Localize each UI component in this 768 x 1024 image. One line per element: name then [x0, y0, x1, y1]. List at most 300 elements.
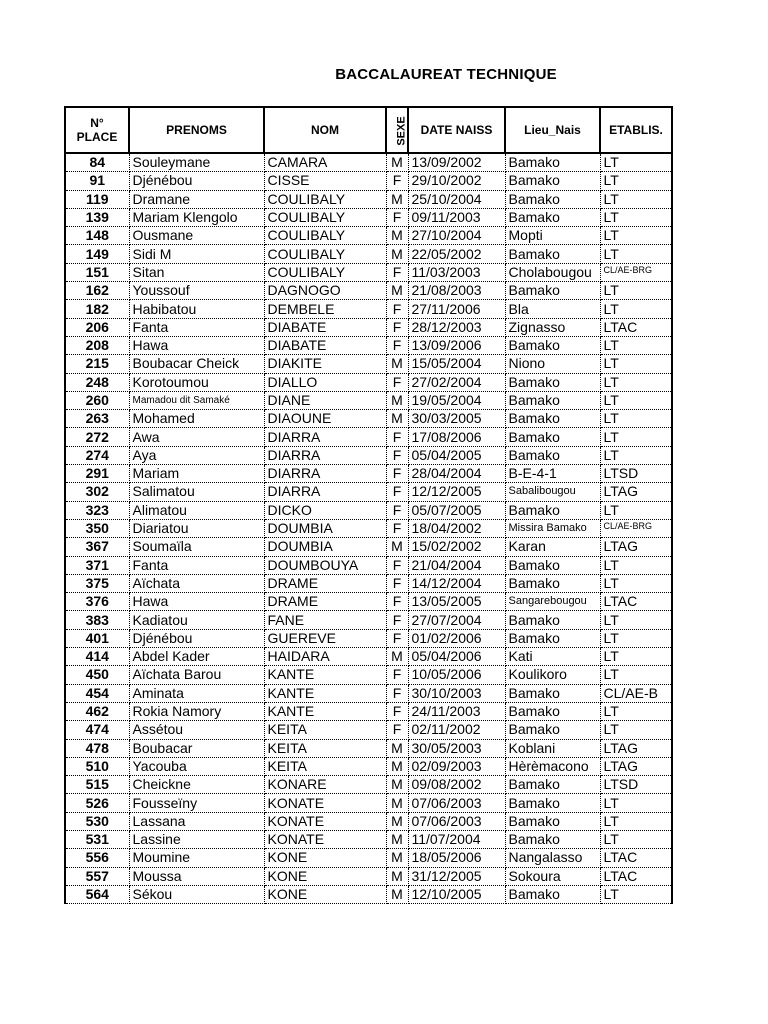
place-cell: 208: [65, 336, 129, 354]
place-cell: 510: [65, 757, 129, 775]
table-row: [65, 501, 672, 519]
etab-cell: LTSD: [600, 776, 672, 794]
lieu-cell: Koulikoro: [505, 666, 600, 684]
prenom-cell: Aminata: [129, 684, 264, 702]
place-cell: 272: [65, 428, 129, 446]
lieu-cell: Bamako: [505, 245, 600, 263]
sexe-cell: F: [386, 428, 408, 446]
table-row: [65, 483, 672, 501]
date-cell: 11/03/2003: [408, 263, 505, 281]
place-cell: 557: [65, 867, 129, 885]
date-cell: 24/11/2003: [408, 702, 505, 720]
sexe-cell: M: [386, 391, 408, 409]
sexe-cell: M: [386, 355, 408, 373]
lieu-cell: Bamako: [505, 208, 600, 226]
date-cell: 22/05/2002: [408, 245, 505, 263]
date-cell: 30/03/2005: [408, 410, 505, 428]
prenom-cell: Sidi M: [129, 245, 264, 263]
etab-cell: LTAC: [600, 849, 672, 867]
lieu-cell: Bamako: [505, 172, 600, 190]
table-row: [65, 318, 672, 336]
sexe-cell: M: [386, 867, 408, 885]
sexe-cell: F: [386, 483, 408, 501]
prenom-cell: Kadiatou: [129, 611, 264, 629]
date-cell: 28/04/2004: [408, 465, 505, 483]
nom-cell: DICKO: [264, 501, 386, 519]
sexe-cell: F: [386, 263, 408, 281]
table-row: [65, 153, 672, 172]
date-cell: 05/07/2005: [408, 501, 505, 519]
place-cell: 376: [65, 593, 129, 611]
etab-cell: LT: [600, 208, 672, 226]
table-row: [65, 574, 672, 592]
table-row: [65, 227, 672, 245]
nom-cell: KEITA: [264, 757, 386, 775]
nom-cell: DOUMBIA: [264, 519, 386, 537]
table-row: [65, 391, 672, 409]
date-cell: 28/12/2003: [408, 318, 505, 336]
sexe-cell: M: [386, 538, 408, 556]
date-cell: 09/11/2003: [408, 208, 505, 226]
prenom-cell: Ousmane: [129, 227, 264, 245]
sexe-cell: M: [386, 849, 408, 867]
sexe-cell: M: [386, 648, 408, 666]
lieu-cell: Bamako: [505, 684, 600, 702]
place-cell: 450: [65, 666, 129, 684]
etab-cell: CL/AE-B: [600, 684, 672, 702]
sexe-cell: M: [386, 190, 408, 208]
sexe-cell: F: [386, 172, 408, 190]
etab-cell: LT: [600, 574, 672, 592]
place-cell: 323: [65, 501, 129, 519]
prenom-cell: Lassine: [129, 830, 264, 848]
etab-cell: LT: [600, 721, 672, 739]
lieu-cell: Kati: [505, 648, 600, 666]
sexe-cell: M: [386, 739, 408, 757]
table-row: [65, 666, 672, 684]
place-cell: 151: [65, 263, 129, 281]
sexe-cell: F: [386, 702, 408, 720]
table-row: [65, 465, 672, 483]
date-cell: 21/04/2004: [408, 556, 505, 574]
place-cell: 139: [65, 208, 129, 226]
etab-cell: LT: [600, 410, 672, 428]
table-row: [65, 611, 672, 629]
lieu-cell: B-E-4-1: [505, 465, 600, 483]
lieu-cell: Bamako: [505, 812, 600, 830]
etab-cell: LTAG: [600, 538, 672, 556]
prenom-cell: Mamadou dit Samaké: [129, 391, 264, 409]
date-cell: 14/12/2004: [408, 574, 505, 592]
sexe-cell: F: [386, 721, 408, 739]
etab-cell: LT: [600, 153, 672, 172]
date-cell: 10/05/2006: [408, 666, 505, 684]
sexe-cell: M: [386, 410, 408, 428]
place-cell: 84: [65, 153, 129, 172]
header-place-label: PLACE: [76, 130, 118, 144]
table-row: [65, 208, 672, 226]
sexe-cell: M: [386, 757, 408, 775]
prenom-cell: Dramane: [129, 190, 264, 208]
table-row: [65, 300, 672, 318]
prenom-cell: Mariam Klengolo: [129, 208, 264, 226]
prenom-cell: Fanta: [129, 556, 264, 574]
table-row: [65, 849, 672, 867]
nom-cell: DIAOUNE: [264, 410, 386, 428]
date-cell: 07/06/2003: [408, 794, 505, 812]
nom-cell: DRAME: [264, 574, 386, 592]
sexe-cell: M: [386, 776, 408, 794]
etab-cell: LT: [600, 355, 672, 373]
prenom-cell: Fousseïny: [129, 794, 264, 812]
lieu-cell: Hèrèmacono: [505, 757, 600, 775]
nom-cell: FANE: [264, 611, 386, 629]
date-cell: 27/11/2006: [408, 300, 505, 318]
lieu-cell: Bamako: [505, 629, 600, 647]
etab-cell: LT: [600, 666, 672, 684]
header-row: [65, 107, 672, 153]
etab-cell: LT: [600, 428, 672, 446]
lieu-cell: Bamako: [505, 282, 600, 300]
nom-cell: DIANE: [264, 391, 386, 409]
place-cell: 564: [65, 885, 129, 903]
sexe-cell: F: [386, 208, 408, 226]
table-row: [65, 757, 672, 775]
table-row: [65, 830, 672, 848]
sexe-cell: M: [386, 245, 408, 263]
place-cell: 350: [65, 519, 129, 537]
place-cell: 182: [65, 300, 129, 318]
etab-cell: LT: [600, 282, 672, 300]
table-row: [65, 556, 672, 574]
table-row: [65, 245, 672, 263]
place-cell: 248: [65, 373, 129, 391]
prenom-cell: Lassana: [129, 812, 264, 830]
sexe-cell: M: [386, 830, 408, 848]
lieu-cell: Bamako: [505, 702, 600, 720]
nom-cell: KEITA: [264, 721, 386, 739]
etab-cell: LT: [600, 300, 672, 318]
nom-cell: COULIBALY: [264, 263, 386, 281]
place-cell: 148: [65, 227, 129, 245]
etab-cell: LT: [600, 812, 672, 830]
prenom-cell: Boubacar: [129, 739, 264, 757]
sexe-cell: F: [386, 318, 408, 336]
prenom-cell: Soumaïla: [129, 538, 264, 556]
date-cell: 18/04/2002: [408, 519, 505, 537]
nom-cell: DIARRA: [264, 483, 386, 501]
prenom-cell: Sékou: [129, 885, 264, 903]
date-cell: 09/08/2002: [408, 776, 505, 794]
nom-cell: COULIBALY: [264, 190, 386, 208]
etab-cell: LT: [600, 629, 672, 647]
date-cell: 27/07/2004: [408, 611, 505, 629]
lieu-cell: Bamako: [505, 556, 600, 574]
date-cell: 31/12/2005: [408, 867, 505, 885]
sexe-cell: F: [386, 446, 408, 464]
prenom-cell: Sitan: [129, 263, 264, 281]
nom-cell: CISSE: [264, 172, 386, 190]
table-row: [65, 446, 672, 464]
place-cell: 531: [65, 830, 129, 848]
prenom-cell: Yacouba: [129, 757, 264, 775]
prenom-cell: Korotoumou: [129, 373, 264, 391]
table-row: [65, 336, 672, 354]
sexe-cell: F: [386, 501, 408, 519]
date-cell: 07/06/2003: [408, 812, 505, 830]
nom-cell: DRAME: [264, 593, 386, 611]
nom-cell: DIABATE: [264, 336, 386, 354]
nom-cell: DAGNOGO: [264, 282, 386, 300]
date-cell: 19/05/2004: [408, 391, 505, 409]
etab-cell: LTAC: [600, 593, 672, 611]
date-cell: 13/09/2006: [408, 336, 505, 354]
date-cell: 05/04/2006: [408, 648, 505, 666]
place-cell: 515: [65, 776, 129, 794]
etab-cell: LTAG: [600, 757, 672, 775]
etab-cell: LTAC: [600, 318, 672, 336]
table-row: [65, 355, 672, 373]
nom-cell: KONE: [264, 885, 386, 903]
prenom-cell: Hawa: [129, 336, 264, 354]
date-cell: 30/10/2003: [408, 684, 505, 702]
place-cell: 462: [65, 702, 129, 720]
prenom-cell: Rokia Namory: [129, 702, 264, 720]
prenom-cell: Hawa: [129, 593, 264, 611]
etab-cell: LT: [600, 830, 672, 848]
nom-cell: GUEREVE: [264, 629, 386, 647]
nom-cell: DIARRA: [264, 465, 386, 483]
lieu-cell: Bamako: [505, 776, 600, 794]
table-row: [65, 190, 672, 208]
place-cell: 474: [65, 721, 129, 739]
etab-cell: LT: [600, 556, 672, 574]
header-nom: NOM: [264, 107, 386, 153]
lieu-cell: Bamako: [505, 373, 600, 391]
place-cell: 454: [65, 684, 129, 702]
place-cell: 383: [65, 611, 129, 629]
prenom-cell: Mohamed: [129, 410, 264, 428]
header-sexe: [386, 107, 408, 153]
lieu-cell: Bamako: [505, 446, 600, 464]
sexe-cell: M: [386, 812, 408, 830]
lieu-cell: Bamako: [505, 391, 600, 409]
place-cell: 401: [65, 629, 129, 647]
place-cell: 291: [65, 465, 129, 483]
lieu-cell: Bamako: [505, 830, 600, 848]
place-cell: 149: [65, 245, 129, 263]
date-cell: 15/02/2002: [408, 538, 505, 556]
lieu-cell: Bamako: [505, 721, 600, 739]
place-cell: 274: [65, 446, 129, 464]
table-row: [65, 776, 672, 794]
prenom-cell: Djénébou: [129, 629, 264, 647]
place-cell: 302: [65, 483, 129, 501]
nom-cell: COULIBALY: [264, 245, 386, 263]
lieu-cell: Bamako: [505, 501, 600, 519]
nom-cell: KANTE: [264, 666, 386, 684]
place-cell: 371: [65, 556, 129, 574]
prenom-cell: Mariam: [129, 465, 264, 483]
etab-cell: LTAG: [600, 739, 672, 757]
sexe-cell: M: [386, 153, 408, 172]
prenom-cell: Boubacar Cheick: [129, 355, 264, 373]
prenom-cell: Abdel Kader: [129, 648, 264, 666]
date-cell: 13/09/2002: [408, 153, 505, 172]
etab-cell: LT: [600, 648, 672, 666]
lieu-cell: Sokoura: [505, 867, 600, 885]
etab-cell: LTAG: [600, 483, 672, 501]
etab-cell: LT: [600, 227, 672, 245]
table-row: [65, 263, 672, 281]
etab-cell: LT: [600, 885, 672, 903]
table-row: [65, 373, 672, 391]
etab-cell: LT: [600, 446, 672, 464]
sexe-cell: F: [386, 684, 408, 702]
header-place: [65, 107, 129, 153]
table-row: [65, 410, 672, 428]
table-row: [65, 721, 672, 739]
lieu-cell: Zignasso: [505, 318, 600, 336]
place-cell: 91: [65, 172, 129, 190]
place-cell: 414: [65, 648, 129, 666]
sexe-cell: M: [386, 227, 408, 245]
lieu-cell: Bla: [505, 300, 600, 318]
date-cell: 30/05/2003: [408, 739, 505, 757]
date-cell: 12/12/2005: [408, 483, 505, 501]
table-row: [65, 282, 672, 300]
table-row: [65, 867, 672, 885]
nom-cell: KANTE: [264, 702, 386, 720]
sexe-cell: F: [386, 465, 408, 483]
header-sexe-label: SEXE: [395, 116, 408, 146]
etab-cell: LT: [600, 611, 672, 629]
place-cell: 478: [65, 739, 129, 757]
nom-cell: DEMBELE: [264, 300, 386, 318]
lieu-cell: Sangarebougou: [505, 593, 600, 611]
nom-cell: DIARRA: [264, 446, 386, 464]
lieu-cell: Koblani: [505, 739, 600, 757]
etab-cell: LT: [600, 172, 672, 190]
sexe-cell: F: [386, 666, 408, 684]
nom-cell: DOUMBOUYA: [264, 556, 386, 574]
lieu-cell: Bamako: [505, 153, 600, 172]
prenom-cell: Assétou: [129, 721, 264, 739]
header-etab: ETABLIS.: [600, 107, 672, 153]
table-row: [65, 629, 672, 647]
lieu-cell: Bamako: [505, 611, 600, 629]
header-prenoms: PRENOMS: [129, 107, 264, 153]
date-cell: 02/11/2002: [408, 721, 505, 739]
sexe-cell: F: [386, 556, 408, 574]
etab-cell: LTAC: [600, 867, 672, 885]
sexe-cell: F: [386, 519, 408, 537]
place-cell: 375: [65, 574, 129, 592]
table-row: [65, 519, 672, 537]
date-cell: 01/02/2006: [408, 629, 505, 647]
etab-cell: LT: [600, 373, 672, 391]
date-cell: 18/05/2006: [408, 849, 505, 867]
date-cell: 27/10/2004: [408, 227, 505, 245]
lieu-cell: Cholabougou: [505, 263, 600, 281]
sexe-cell: M: [386, 794, 408, 812]
place-cell: 556: [65, 849, 129, 867]
sexe-cell: F: [386, 574, 408, 592]
lieu-cell: Missira Bamako: [505, 519, 600, 537]
sexe-cell: F: [386, 300, 408, 318]
table-row: [65, 648, 672, 666]
place-cell: 260: [65, 391, 129, 409]
etab-cell: LT: [600, 702, 672, 720]
sexe-cell: M: [386, 282, 408, 300]
etab-cell: LT: [600, 190, 672, 208]
prenom-cell: Habibatou: [129, 300, 264, 318]
nom-cell: DIALLO: [264, 373, 386, 391]
date-cell: 11/07/2004: [408, 830, 505, 848]
lieu-cell: Bamako: [505, 190, 600, 208]
prenom-cell: Moumine: [129, 849, 264, 867]
nom-cell: CAMARA: [264, 153, 386, 172]
nom-cell: DIARRA: [264, 428, 386, 446]
lieu-cell: Bamako: [505, 885, 600, 903]
table-row: [65, 812, 672, 830]
lieu-cell: Karan: [505, 538, 600, 556]
place-cell: 206: [65, 318, 129, 336]
nom-cell: COULIBALY: [264, 227, 386, 245]
prenom-cell: Cheickne: [129, 776, 264, 794]
date-cell: 13/05/2005: [408, 593, 505, 611]
date-cell: 29/10/2002: [408, 172, 505, 190]
header-lieu: Lieu_Nais: [505, 107, 600, 153]
nom-cell: KONATE: [264, 812, 386, 830]
sexe-cell: F: [386, 373, 408, 391]
prenom-cell: Aïchata Barou: [129, 666, 264, 684]
date-cell: 27/02/2004: [408, 373, 505, 391]
table-row: [65, 684, 672, 702]
nom-cell: KONATE: [264, 830, 386, 848]
lieu-cell: Bamako: [505, 336, 600, 354]
nom-cell: KANTE: [264, 684, 386, 702]
etab-cell: LT: [600, 501, 672, 519]
etab-cell: LT: [600, 391, 672, 409]
prenom-cell: Diariatou: [129, 519, 264, 537]
sexe-cell: F: [386, 336, 408, 354]
place-cell: 526: [65, 794, 129, 812]
table-row: [65, 794, 672, 812]
date-cell: 17/08/2006: [408, 428, 505, 446]
lieu-cell: Niono: [505, 355, 600, 373]
date-cell: 12/10/2005: [408, 885, 505, 903]
date-cell: 15/05/2004: [408, 355, 505, 373]
etab-cell: LT: [600, 245, 672, 263]
sexe-cell: F: [386, 593, 408, 611]
results-table: [64, 106, 673, 904]
prenom-cell: Djénébou: [129, 172, 264, 190]
place-cell: 367: [65, 538, 129, 556]
place-cell: 263: [65, 410, 129, 428]
prenom-cell: Fanta: [129, 318, 264, 336]
place-cell: 530: [65, 812, 129, 830]
nom-cell: KEITA: [264, 739, 386, 757]
nom-cell: KONARE: [264, 776, 386, 794]
prenom-cell: Souleymane: [129, 153, 264, 172]
prenom-cell: Aïchata: [129, 574, 264, 592]
table-row: [65, 593, 672, 611]
sexe-cell: F: [386, 611, 408, 629]
table-row: [65, 739, 672, 757]
nom-cell: COULIBALY: [264, 208, 386, 226]
etab-cell: LTSD: [600, 465, 672, 483]
